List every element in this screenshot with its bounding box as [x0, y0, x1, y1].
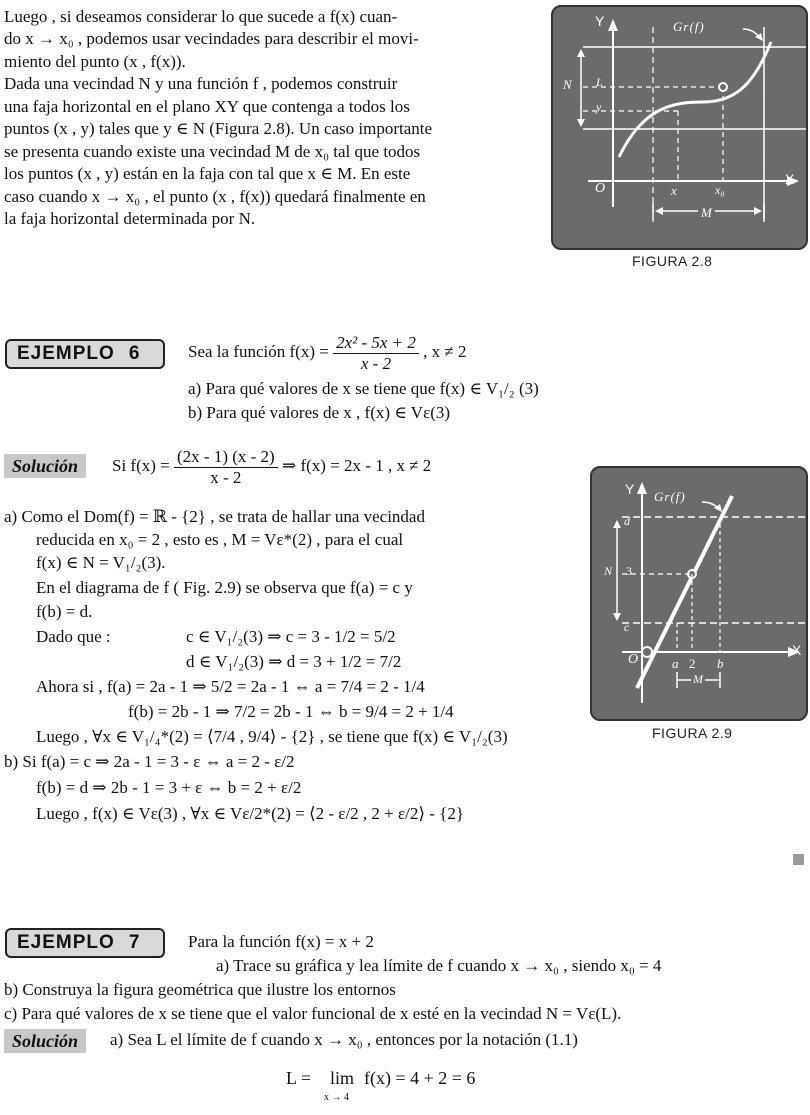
- ex7-question-a: a) Trace su gráfica y lea límite de f cuando x → x₀ , siendo x₀ = 4: [216, 956, 662, 975]
- fig29-m-label: M: [693, 672, 703, 686]
- ex6-a-line: Ahora si , f(a) = 2a - 1 ⇒ 5/2 = 2a - 1 ⇔ a = 7/4 = 2 - 1/4: [36, 677, 425, 696]
- figure-2-8-graph: [553, 7, 806, 248]
- fig28-x-label: x: [671, 183, 677, 198]
- intro-line: los puntos (x , y) están en la faja con tal que x ∈ M. En este: [4, 164, 411, 183]
- ex6-denominator: x - 2: [360, 353, 392, 373]
- example-number: 6: [128, 343, 141, 364]
- limit-lhs: L =: [286, 1068, 311, 1088]
- fig28-graph-label: Gr(f): [673, 19, 705, 34]
- ex6-a-line: f(b) = d.: [36, 602, 93, 621]
- ex7-solution-a: a) Sea L el límite de f cuando x → x₀ , entonces por la notación (1.1): [110, 1030, 578, 1049]
- ex6-sol-post: ⇒ f(x) = 2x - 1 , x ≠ 2: [281, 456, 432, 475]
- ex6-sol-pre: Si f(x) =: [112, 456, 170, 475]
- fig29-x-axis-label: X: [792, 642, 802, 658]
- ex6-question-b: b) Para qué valores de x , f(x) ∈ Vε(3): [188, 403, 451, 422]
- ex7-question-b: b) Construya la figura geométrica que ilustre los entornos: [4, 980, 396, 999]
- example-label: EJEMPLO: [17, 343, 115, 364]
- example-number: 7: [128, 932, 141, 953]
- example-7-badge: [5, 928, 165, 958]
- example-6-badge: [5, 339, 165, 369]
- fig29-two-label: 2: [689, 656, 696, 671]
- intro-line: puntos (x , y) tales que y ∈ N (Figura 2.8). Un caso importante: [4, 119, 433, 138]
- intro-line: do x → x₀ , podemos usar vecindades para describir el movi-: [4, 29, 419, 48]
- ex7-statement: Para la función f(x) = x + 2: [188, 932, 374, 951]
- fig28-y-axis-label: Y: [595, 13, 605, 29]
- fig28-l-label: L: [596, 75, 603, 89]
- fig28-x0-label: x₀: [715, 183, 725, 197]
- ex6-sol-numerator: (2x - 1) (x - 2): [174, 447, 278, 468]
- fig28-m-label: M: [698, 205, 715, 221]
- fig29-graph-label: Gr(f): [654, 489, 686, 504]
- ex6-condition: , x ≠ 2: [423, 342, 467, 361]
- intro-line: la faja horizontal determinada por N.: [4, 209, 256, 228]
- fig29-origin-label: O: [628, 652, 639, 667]
- limit-operator: lim: [330, 1068, 355, 1088]
- fig28-x-axis-label: X: [785, 171, 795, 187]
- fig29-n-label: N: [604, 564, 613, 578]
- ex6-a-line: c ∈ V₁/₂(3) ⇒ c = 3 - 1/2 = 5/2: [186, 627, 396, 646]
- fig29-d-label: d: [624, 514, 630, 528]
- limit-subscript: x → 4: [324, 1092, 349, 1103]
- intro-line: Dada una vecindad N y una función f , podemos construir: [4, 74, 398, 93]
- ex6-a-line: Luego , ∀x ∈ V₁/₄*(2) = ⟨7/4 , 9/4⟩ - {2} , se tiene que f(x) ∈ V₁/₂(3): [36, 727, 508, 746]
- intro-line: una faja horizontal en el plano XY que contenga a todos los: [4, 97, 410, 116]
- ex6-sol-fraction: [174, 447, 278, 488]
- ex6-a-line: d ∈ V₁/₂(3) ⇒ d = 3 + 1/2 = 7/2: [186, 652, 402, 671]
- figure-2-8: [551, 5, 808, 250]
- fig28-n-label: N: [563, 77, 572, 92]
- intro-line: miento del punto (x , f(x)).: [4, 52, 186, 71]
- fig28-y-label: y: [596, 100, 602, 114]
- ex6-b-line: Luego , f(x) ∈ Vε(3) , ∀x ∈ Vε/2*(2) = ⟨2 - ε/2 , 2 + ε/2⟩ - {2}: [36, 804, 464, 823]
- ex7-question-c: c) Para qué valores de x se tiene que el valor funcional de x esté en la vecindad N = Vε(L).: [4, 1004, 622, 1023]
- ex6-a-line: En el diagrama de f ( Fig. 2.9) se observa que f(a) = c y: [36, 578, 413, 597]
- fig29-a-label: a: [672, 656, 679, 671]
- ex6-a-line: f(b) = 2b - 1 ⇒ 7/2 = 2b - 1 ⇔ b = 9/4 = 2 + 1/4: [128, 702, 454, 721]
- ex6-a-line: reducida en x₀ = 2 , esto es , M = Vε*(2) , para el cual: [36, 530, 404, 549]
- ex6-b-line: b) Si f(a) = c ⇒ 2a - 1 = 3 - ε ⇔ a = 2 - ε/2: [4, 752, 295, 771]
- intro-line: Luego , si deseamos considerar lo que sucede a f(x) cuan-: [4, 7, 398, 26]
- intro-line: caso cuando x → x₀ , el punto (x , f(x)) quedará finalmente en: [4, 187, 426, 206]
- fig29-three-label: 3: [626, 564, 632, 578]
- fig29-y-axis-label: Y: [625, 481, 635, 497]
- ex6-sol-denominator: x - 2: [210, 467, 242, 487]
- ex6-b-line: f(b) = d ⇒ 2b - 1 = 3 + ε ⇔ b = 2 + ε/2: [36, 778, 302, 797]
- example-label: EJEMPLO: [17, 932, 115, 953]
- ex6-fraction: [333, 333, 419, 374]
- ex6-solution-label: Solución: [4, 454, 86, 478]
- ex6-a-line: f(x) ∈ N = V₁/₂(3).: [36, 553, 166, 572]
- limit-rhs: f(x) = 4 + 2 = 6: [364, 1068, 476, 1088]
- ex6-a-line: a) Como el Dom(f) = ℝ - {2} , se trata de hallar una vecindad: [4, 507, 425, 526]
- fig29-c-label: c: [624, 620, 630, 634]
- ex7-solution-label: Solución: [4, 1029, 86, 1053]
- ex6-numerator: 2x² - 5x + 2: [333, 333, 419, 354]
- ex6-solution-statement: [112, 446, 431, 488]
- ex6-a-given-label: Dado que :: [36, 627, 111, 646]
- intro-line: se presenta cuando existe una vecindad M de x₀ tal que todos: [4, 142, 421, 161]
- end-of-example-mark: [793, 854, 804, 865]
- figure-2-9-caption: FIGURA 2.9: [652, 725, 733, 741]
- fig28-origin-label: O: [595, 181, 606, 196]
- ex6-statement: [188, 332, 467, 374]
- ex6-stmt-pre: Sea la función f(x) =: [188, 342, 329, 361]
- ex6-question-a: a) Para qué valores de x se tiene que f(x) ∈ V₁/₂ (3): [188, 379, 539, 398]
- figure-2-9: [590, 466, 808, 721]
- figure-2-8-caption: FIGURA 2.8: [632, 253, 713, 269]
- fig29-b-label: b: [717, 656, 724, 671]
